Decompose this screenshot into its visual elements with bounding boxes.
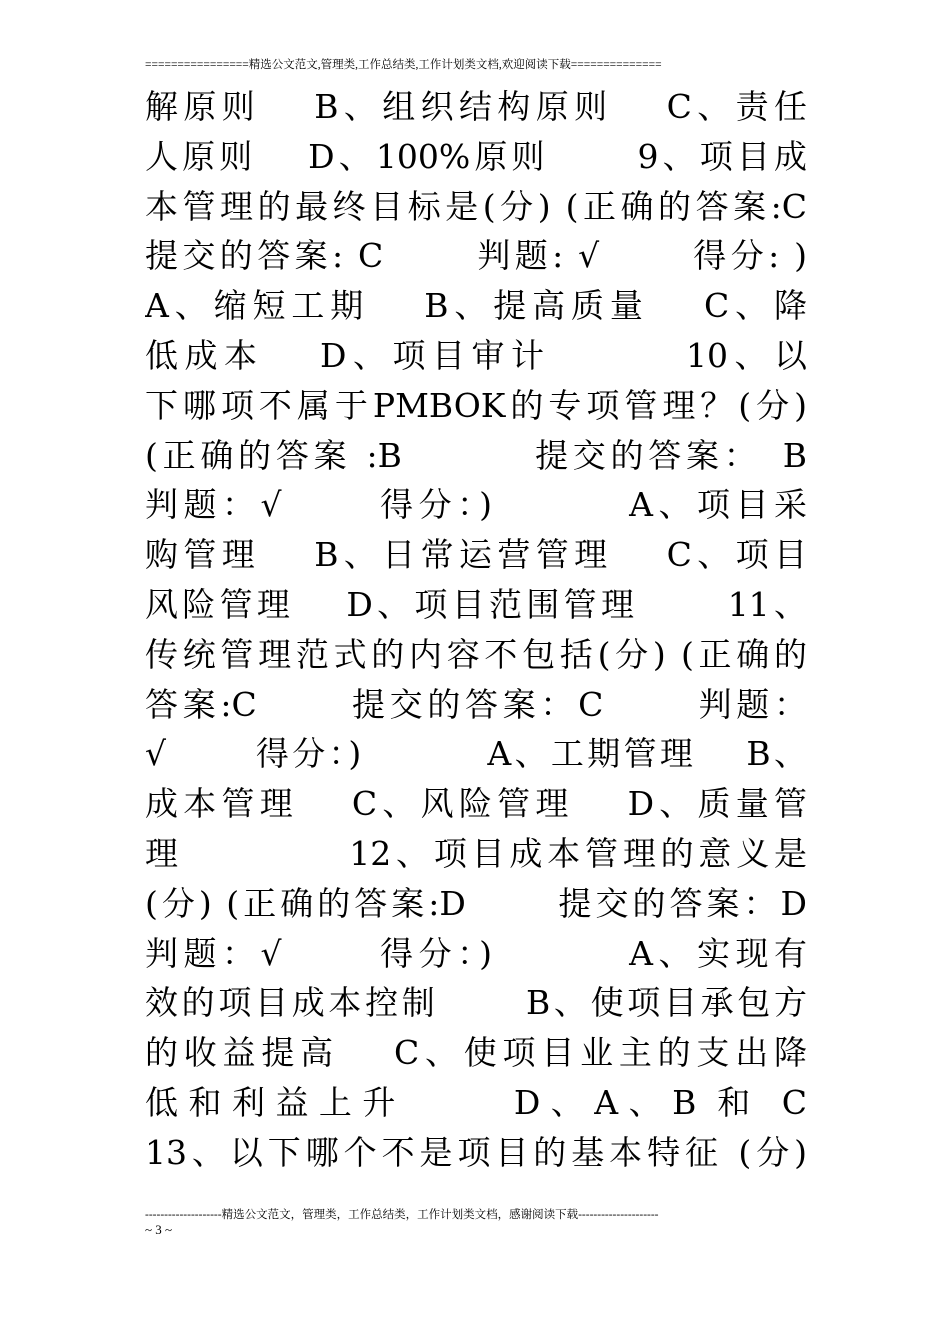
text-line: A、缩短工期 B、提高质量 C、降 bbox=[145, 286, 807, 326]
text-line: 解原则 B、组织结构原则 C、责任 bbox=[145, 87, 807, 126]
text-line: 低成本 D、项目审计 10、以 bbox=[145, 335, 807, 375]
document-body bbox=[145, 82, 807, 1178]
text-line: 传统管理范式的内容不包括(分) (正确的 bbox=[145, 634, 807, 674]
page-footer: --------------------精选公文范文，管理类，工作总结类，工作计划类文档，感谢阅读下载--------------------- bbox=[145, 1209, 659, 1221]
text-line: 本管理的最终目标是(分) (正确的答案:C bbox=[145, 186, 807, 226]
text-line: 下哪项不属于PMBOK的专项管理？(分) bbox=[145, 385, 807, 425]
text-line: 提交的答案: C 判题: √ 得分: ) bbox=[145, 236, 807, 276]
text-line: 13、以下哪个不是项目的基本特征 (分) bbox=[145, 1132, 807, 1172]
text-line: √ 得分：) A、工期管理 B、 bbox=[145, 734, 807, 774]
text-line: 成本管理 C、风险管理 D、质量管 bbox=[145, 784, 807, 824]
text-line: 风险管理 D、项目范围管理 11、 bbox=[145, 584, 807, 624]
page-number: ~ 3 ~ bbox=[145, 1222, 173, 1237]
text-line: 的收益提高 C、使项目业主的支出降 bbox=[145, 1033, 807, 1073]
text-line: 低和利益上升 D、A、B 和 C bbox=[145, 1082, 807, 1122]
text-line: 购管理 B、日常运营管理 C、项目 bbox=[145, 535, 807, 575]
text-line: (分) (正确的答案:D 提交的答案：D bbox=[145, 883, 807, 923]
text-line: 理 12、项目成本管理的意义是 bbox=[145, 833, 807, 873]
text-line: 判题：√ 得分：) A、实现有 bbox=[145, 933, 807, 973]
text-line: 判题：√ 得分：) A、项目采 bbox=[145, 485, 807, 525]
text-line: (正确的答案 :B 提交的答案： B bbox=[145, 435, 807, 475]
text-line: 效的项目成本控制 B、使项目承包方 bbox=[145, 983, 807, 1023]
page-header: ================精选公文范文,管理类,工作总结类,工作计划类文档,欢迎阅读下载============== bbox=[145, 59, 662, 71]
text-line: 人原则 D、100%原则 9、项目成 bbox=[145, 136, 807, 176]
text-line: 答案:C 提交的答案：C 判题： bbox=[145, 684, 807, 724]
